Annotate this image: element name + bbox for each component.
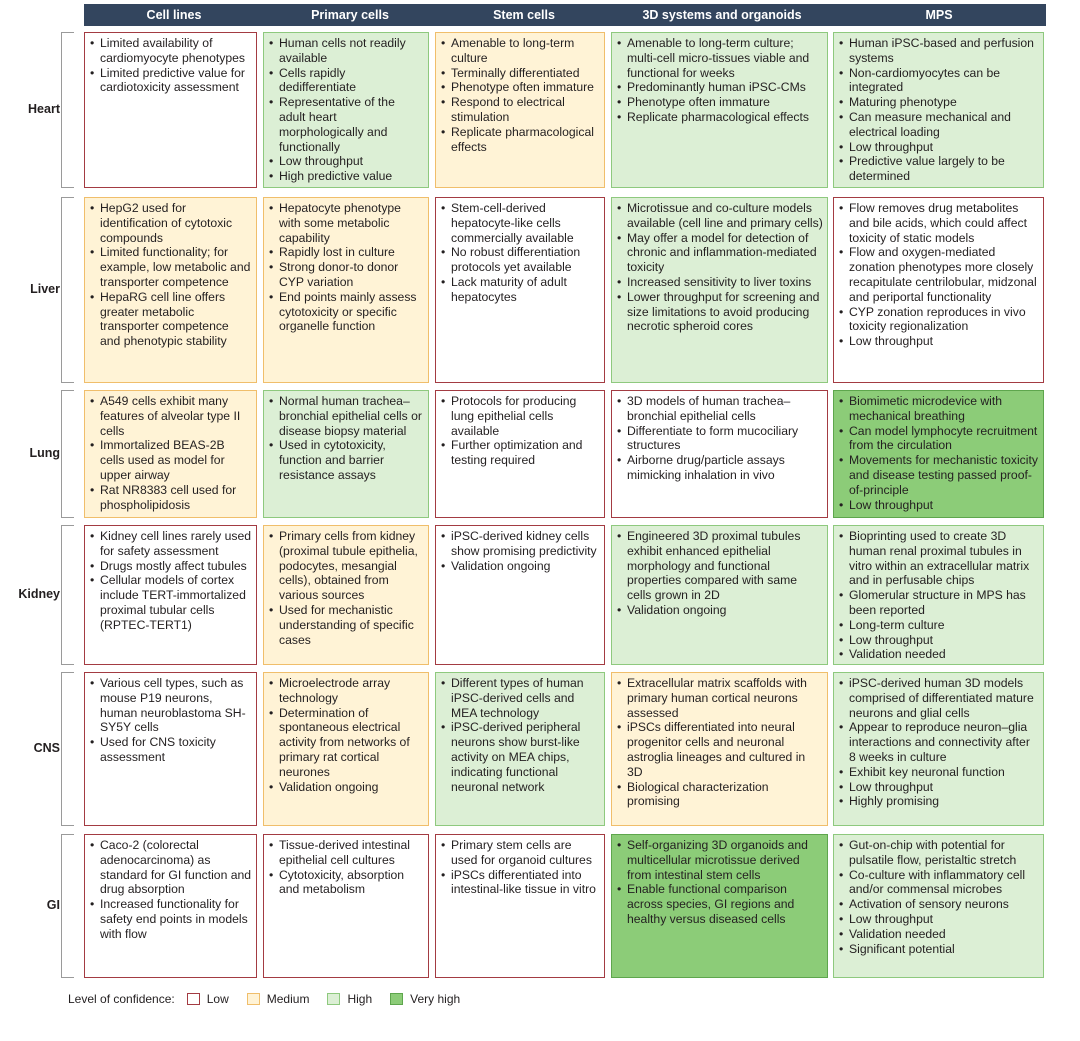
table-cell (263, 390, 429, 518)
bullet-item: • Low throughput (839, 912, 1039, 927)
bullet-item: • Cytotoxicity, absorption and metabolism (269, 868, 424, 898)
bullet-item: • Maturing phenotype (839, 95, 1039, 110)
bullet-item: • Low throughput (839, 633, 1039, 648)
bullet-list (617, 676, 823, 809)
legend-label: Medium (266, 992, 310, 1006)
table-cell (263, 525, 429, 665)
bullet-item: • Validation needed (839, 927, 1039, 942)
bullet-item: • Used for mechanistic understanding of specific cases (269, 603, 424, 647)
bullet-item: • Various cell types, such as mouse P19 neurons, human neuroblastoma SH-SY5Y cells (90, 676, 252, 735)
legend-label: Very high (410, 992, 461, 1006)
bullet-item: • Low throughput (839, 780, 1039, 795)
row-label: Liver (30, 282, 60, 296)
bullet-item: • Stem-cell-derived hepatocyte-like cells commercially available (441, 201, 600, 245)
bullet-list (90, 201, 252, 349)
bullet-list (441, 838, 600, 897)
bullet-item: • Phenotype often immature (617, 95, 823, 110)
bullet-item: • Lack maturity of adult hepatocytes (441, 275, 600, 305)
bullet-item: • Low throughput (269, 154, 424, 169)
legend-item-medium (247, 992, 310, 1006)
table-cell (611, 390, 828, 518)
legend-label: High (347, 992, 373, 1006)
bullet-list (617, 529, 823, 618)
row-bracket (61, 525, 74, 665)
row-label: Lung (29, 446, 60, 460)
bullet-item: • Limited predictive value for cardiotoxicity assessment (90, 66, 252, 96)
bullet-item: • Protocols for producing lung epithelial cells available (441, 394, 600, 438)
bullet-item: • Movements for mechanistic toxicity and disease testing passed proof-of-principle (839, 453, 1039, 497)
bullet-item: • Replicate pharmacological effects (617, 110, 823, 125)
table-row (0, 197, 1080, 383)
bullet-item: • Human iPSC-based and perfusion systems (839, 36, 1039, 66)
bullet-item: • Microtissue and co-culture models available (cell line and primary cells) (617, 201, 823, 231)
bullet-item: • Limited availability of cardiomyocyte phenotypes (90, 36, 252, 66)
bullet-item: • Amenable to long-term culture; multi-cell micro-tissues viable and functional for weeks (617, 36, 823, 80)
bullet-list (269, 838, 424, 897)
bullet-item: • Human cells not readily available (269, 36, 424, 66)
bullet-item: • Further optimization and testing required (441, 438, 600, 468)
row-bracket (61, 834, 74, 978)
table-cell (435, 672, 605, 826)
table-cell (833, 672, 1044, 826)
bullet-item: • Primary stem cells are used for organoid cultures (441, 838, 600, 868)
bullet-item: • Co-culture with inflammatory cell and/or commensal microbes (839, 868, 1039, 898)
bullet-item: • Low throughput (839, 334, 1039, 349)
table-cell (84, 390, 257, 518)
table-cell (84, 525, 257, 665)
table-cell (611, 672, 828, 826)
bullet-item: • Rapidly lost in culture (269, 245, 424, 260)
table-cell (84, 32, 257, 188)
bullet-item: • Validation ongoing (617, 603, 823, 618)
table-cell (435, 197, 605, 383)
row-label: CNS (33, 741, 60, 755)
bullet-item: • Lower throughput for screening and size limitations to avoid producing necrotic spheroid cores (617, 290, 823, 334)
bullet-item: • Rat NR8383 cell used for phospholipidosis (90, 483, 252, 513)
row-label: Kidney (18, 587, 60, 601)
bullet-item: • iPSC-derived kidney cells show promising predictivity (441, 529, 600, 559)
bullet-item: • Limited functionality; for example, low metabolic and transporter competence (90, 245, 252, 289)
bullet-list (441, 394, 600, 468)
bullet-list (441, 676, 600, 794)
table-cell (435, 834, 605, 978)
column-header-cell-lines: Cell lines (146, 8, 202, 22)
bullet-item: • iPSCs differentiated into neural progenitor cells and neuronal astroglia lineages and cultured in 3D (617, 720, 823, 779)
bullet-item: • Amenable to long-term culture (441, 36, 600, 66)
bullet-list (839, 529, 1039, 662)
bullet-list (269, 394, 424, 483)
bullet-list (617, 36, 823, 125)
bullet-item: • Increased functionality for safety end points in models with flow (90, 897, 252, 941)
table-cell (84, 672, 257, 826)
bullet-item: • Representative of the adult heart morphologically and functionally (269, 95, 424, 154)
bullet-list (90, 394, 252, 512)
table-cell (435, 32, 605, 188)
table-cell (611, 197, 828, 383)
bullet-item: • Glomerular structure in MPS has been reported (839, 588, 1039, 618)
bullet-item: • Significant potential (839, 942, 1039, 957)
bullet-list (90, 529, 252, 633)
bullet-item: • Low throughput (839, 498, 1039, 513)
bullet-item: • Low throughput (839, 140, 1039, 155)
bullet-item: • Increased sensitivity to liver toxins (617, 275, 823, 290)
legend-item-high (327, 992, 372, 1006)
table-cell (84, 834, 257, 978)
row-bracket (61, 197, 74, 383)
bullet-list (617, 201, 823, 334)
bullet-item: • Highly promising (839, 794, 1039, 809)
bullet-list (269, 201, 424, 334)
bullet-list (617, 394, 823, 483)
table-cell (833, 834, 1044, 978)
column-header-mps: MPS (925, 8, 953, 22)
bullet-list (90, 676, 252, 765)
table-cell (611, 525, 828, 665)
row-bracket (61, 390, 74, 518)
bullet-list (90, 838, 252, 942)
table-row (0, 672, 1080, 826)
bullet-item: • Used in cytotoxicity, function and barrier resistance assays (269, 438, 424, 482)
bullet-item: • Flow and oxygen-mediated zonation phenotypes more closely recapitulate centrilobular, midzonal and periportal functionality (839, 245, 1039, 304)
table-row (0, 32, 1080, 188)
bullet-item: • 3D models of human trachea–bronchial epithelial cells (617, 394, 823, 424)
bullet-item: • Cellular models of cortex include TERT-immortalized proximal tubular cells (RPTEC-TERT1) (90, 573, 252, 632)
legend-label: Low (206, 992, 229, 1006)
table-cell (833, 197, 1044, 383)
bullet-item: • Enable functional comparison across species, GI regions and healthy versus diseased cells (617, 882, 823, 926)
bullet-item: • Biomimetic microdevice with mechanical breathing (839, 394, 1039, 424)
table-cell (833, 525, 1044, 665)
table-cell (611, 834, 828, 978)
bullet-list (839, 201, 1039, 349)
table-cell (263, 32, 429, 188)
bullet-item: • iPSCs differentiated into intestinal-like tissue in vitro (441, 868, 600, 898)
bullet-item: • Biological characterization promising (617, 780, 823, 810)
bullet-list (441, 201, 600, 305)
legend-item-veryhigh (390, 992, 460, 1006)
bullet-item: • Immortalized BEAS-2B cells used as model for upper airway (90, 438, 252, 482)
row-label: GI (46, 898, 60, 912)
bullet-item: • Validation ongoing (269, 780, 424, 795)
bullet-item: • Appear to reproduce neuron–glia interactions and connectivity after 8 weeks in culture (839, 720, 1039, 764)
bullet-item: • Validation needed (839, 647, 1039, 662)
table-header (84, 4, 1046, 26)
bullet-item: • Predominantly human iPSC-CMs (617, 80, 823, 95)
bullet-item: • Non-cardiomyocytes can be integrated (839, 66, 1039, 96)
table-cell (263, 834, 429, 978)
table-cell (263, 672, 429, 826)
bullet-list (441, 36, 600, 154)
table-cell (435, 525, 605, 665)
bullet-list (90, 36, 252, 95)
legend (68, 990, 478, 1008)
table-cell (833, 32, 1044, 188)
table-cell (84, 197, 257, 383)
row-bracket (61, 32, 74, 188)
table-cell (833, 390, 1044, 518)
table-row (0, 390, 1080, 518)
legend-title: Level of confidence: (68, 992, 175, 1006)
bullet-item: • Microelectrode array technology (269, 676, 424, 706)
column-header-stem-cells: Stem cells (493, 8, 555, 22)
bullet-item: • Normal human trachea–bronchial epithelial cells or disease biopsy material (269, 394, 424, 438)
row-label: Heart (28, 102, 60, 116)
bullet-item: • Can model lymphocyte recruitment from the circulation (839, 424, 1039, 454)
bullet-item: • Strong donor-to donor CYP variation (269, 260, 424, 290)
bullet-item: • Activation of sensory neurons (839, 897, 1039, 912)
bullet-item: • Phenotype often immature (441, 80, 600, 95)
bullet-list (617, 838, 823, 927)
bullet-list (269, 676, 424, 794)
bullet-list (269, 529, 424, 647)
bullet-item: • Different types of human iPSC-derived cells and MEA technology (441, 676, 600, 720)
table-cell (435, 390, 605, 518)
bullet-item: • Long-term culture (839, 618, 1039, 633)
bullet-item: • HepG2 used for identification of cytotoxic compounds (90, 201, 252, 245)
bullet-item: • CYP zonation reproduces in vivo toxicity regionalization (839, 305, 1039, 335)
bullet-list (839, 838, 1039, 956)
bullet-list (839, 676, 1039, 809)
bullet-item: • iPSC-derived human 3D models comprised of differentiated mature neurons and glial cells (839, 676, 1039, 720)
legend-swatch (390, 993, 403, 1005)
column-header-3d-systems: 3D systems and organoids (642, 8, 802, 22)
bullet-item: • Hepatocyte phenotype with some metabolic capability (269, 201, 424, 245)
bullet-item: • Engineered 3D proximal tubules exhibit enhanced epithelial morphology and functional properties compared with same cells grown in 2D (617, 529, 823, 603)
table-row (0, 834, 1080, 978)
bullet-item: • Caco-2 (colorectal adenocarcinoma) as standard for GI function and drug absorption (90, 838, 252, 897)
bullet-item: • High predictive value (269, 169, 424, 184)
legend-swatch (247, 993, 260, 1005)
bullet-item: • Exhibit key neuronal function (839, 765, 1039, 780)
bullet-item: • Extracellular matrix scaffolds with primary human cortical neurons assessed (617, 676, 823, 720)
legend-swatch (187, 993, 200, 1005)
bullet-item: • Respond to electrical stimulation (441, 95, 600, 125)
bullet-item: • Can measure mechanical and electrical loading (839, 110, 1039, 140)
table-cell (263, 197, 429, 383)
bullet-item: • Kidney cell lines rarely used for safety assessment (90, 529, 252, 559)
bullet-item: • Predictive value largely to be determined (839, 154, 1039, 184)
bullet-item: • Flow removes drug metabolites and bile acids, which could affect toxicity of static models (839, 201, 1039, 245)
column-header-primary-cells: Primary cells (311, 8, 389, 22)
legend-item-low (187, 992, 229, 1006)
bullet-item: • A549 cells exhibit many features of alveolar type II cells (90, 394, 252, 438)
bullet-item: • May offer a model for detection of chronic and inflammation-mediated toxicity (617, 231, 823, 275)
bullet-item: • Replicate pharmacological effects (441, 125, 600, 155)
bullet-item: • Determination of spontaneous electrical activity from networks of primary rat cortical neurones (269, 706, 424, 780)
bullet-item: • Drugs mostly affect tubules (90, 559, 252, 574)
bullet-item: • Validation ongoing (441, 559, 600, 574)
bullet-item: • Terminally differentiated (441, 66, 600, 81)
bullet-item: • Airborne drug/particle assays mimicking inhalation in vivo (617, 453, 823, 483)
bullet-item: • Cells rapidly dedifferentiate (269, 66, 424, 96)
bullet-list (839, 36, 1039, 184)
bullet-list (441, 529, 600, 573)
bullet-item: • Tissue-derived intestinal epithelial cell cultures (269, 838, 424, 868)
row-bracket (61, 672, 74, 826)
bullet-item: • End points mainly assess cytotoxicity or specific organelle function (269, 290, 424, 334)
bullet-list (839, 394, 1039, 512)
bullet-item: • Self-organizing 3D organoids and multicellular microtissue derived from intestinal stem cells (617, 838, 823, 882)
bullet-item: • Primary cells from kidney (proximal tubule epithelia, podocytes, mesangial cells), obtained from various sources (269, 529, 424, 603)
bullet-item: • HepaRG cell line offers greater metabolic transporter competence and phenotypic stability (90, 290, 252, 349)
bullet-item: • Bioprinting used to create 3D human renal proximal tubules in vitro within an extracellular matrix and in perfusable chips (839, 529, 1039, 588)
legend-swatch (327, 993, 340, 1005)
bullet-list (269, 36, 424, 184)
table-row (0, 525, 1080, 665)
bullet-item: • No robust differentiation protocols yet available (441, 245, 600, 275)
bullet-item: • Gut-on-chip with potential for pulsatile flow, peristaltic stretch (839, 838, 1039, 868)
bullet-item: • Differentiate to form mucociliary structures (617, 424, 823, 454)
bullet-item: • Used for CNS toxicity assessment (90, 735, 252, 765)
table-cell (611, 32, 828, 188)
bullet-item: • iPSC-derived peripheral neurons show burst-like activity on MEA chips, indicating functional neuronal network (441, 720, 600, 794)
